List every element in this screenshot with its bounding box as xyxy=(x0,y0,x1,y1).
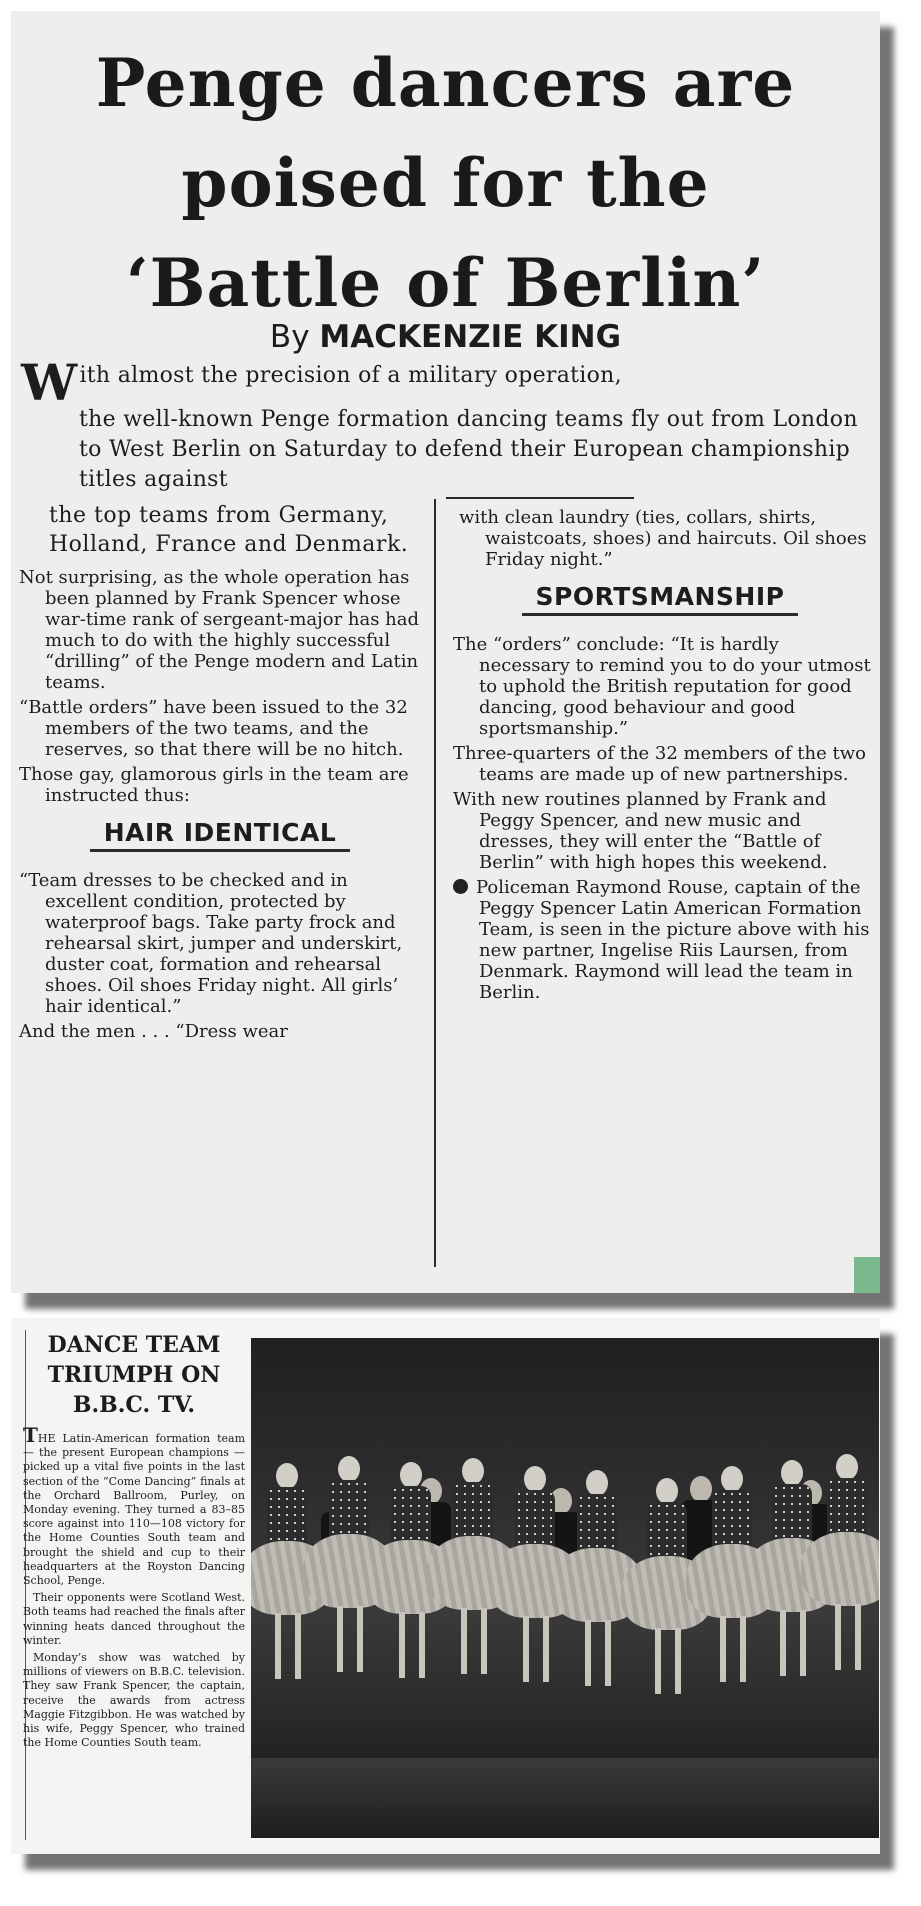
byline-prefix: By xyxy=(269,319,310,355)
paragraph: Monday’s show was watched by millions of viewers on B.B.C. television. They saw Frank Spencer, the captain, receive the awards from actress Maggie Fitzgibbon. He was watched by his wife, Peggy Spencer, who trained the Home Counties South team. xyxy=(23,1651,245,1750)
newspaper-clipping-berlin xyxy=(11,11,880,1293)
bullet-icon xyxy=(453,879,468,894)
paragraph: with clean laundry (ties, collars, shirts, waistcoats, shoes) and haircuts. Oil shoes Friday night.” xyxy=(459,507,867,570)
paragraph: “Team dresses to be checked and in excellent condition, protected by waterproof bags. Take party frock and rehearsal skirt, jumper and underskirt, duster coat, formation and rehearsal shoes. Oil shoes Friday night. All girls’ hair identical.” xyxy=(19,870,403,1017)
right-column xyxy=(449,507,871,1007)
headline xyxy=(11,33,880,333)
photo-caption-paragraph: Policeman Raymond Rouse, captain of the Peggy Spencer Latin American Formation Team, is seen in the picture above with his new partner, Ingelise Riis Laursen, from Denmark. Raymond will lead the team in Berlin. xyxy=(449,877,871,1003)
paragraph: Three-quarters of the 32 members of the two teams are made up of new partnerships. xyxy=(453,743,866,785)
paragraph: Those gay, glamorous girls in the team are instructed thus: xyxy=(19,764,409,806)
left-column xyxy=(15,501,425,1046)
dance-team-photo xyxy=(251,1338,879,1838)
paragraph: Their opponents were Scotland West. Both teams had reached the finals after winning heats danced throughout the winter. xyxy=(23,1591,245,1647)
bbc-body xyxy=(23,1423,245,1750)
newspaper-clipping-bbc xyxy=(11,1318,880,1854)
drop-cap: T xyxy=(23,1423,38,1447)
column-divider xyxy=(434,499,436,1267)
column-top-rule xyxy=(446,497,634,499)
lead-first-line: ith almost the precision of a military operation, xyxy=(79,363,622,388)
lead-rest: the well-known Penge formation dancing teams fly out from London to West Berlin on Saturday to defend their European championship titles against xyxy=(79,407,858,492)
paragraph: “Battle orders” have been issued to the 32 members of the two teams, and the reserves, so that there will be no hitch. xyxy=(19,697,408,760)
paragraph: With new routines planned by Frank and Peggy Spencer, and new music and dresses, they will enter the “Battle of Berlin” with high hopes this weekend. xyxy=(453,789,828,873)
subhead-hair-identical: HAIR IDENTICAL xyxy=(15,822,425,852)
byline-author: MACKENZIE KING xyxy=(319,319,622,355)
subhead-sportsmanship: SPORTSMANSHIP xyxy=(449,586,871,616)
intro-paragraph: the top teams from Germany, Holland, France and Denmark. xyxy=(49,503,409,557)
paragraph: Not surprising, as the whole operation has been planned by Frank Spencer whose war-time rank of sergeant-major has had much to do with the highly successful “drilling” of the Penge modern and Latin teams. xyxy=(19,567,420,693)
scan-edge xyxy=(854,1257,880,1293)
paragraph: And the men . . . “Dress wear xyxy=(19,1021,288,1042)
lead-paragraph xyxy=(21,353,866,495)
paragraph: The “orders” conclude: “It is hardly necessary to remind you to do your utmost to uphold the British reputation for good dancing, good behaviour and good sportsmanship.” xyxy=(453,634,871,739)
drop-cap: W xyxy=(21,353,78,412)
headline-line-1: Penge dancers are xyxy=(95,44,796,122)
bbc-headline: DANCE TEAM TRIUMPH ON B.B.C. TV. xyxy=(47,1332,221,1418)
paragraph: THE Latin-American formation team — the present European champions — picked up a vital five points in the last section of the “Come Dancing” finals at the Orchard Ballroom, Purley, on Monday evening. They turned a 83–85 score against into 110—108 victory for the Home Counties South team and brought the shield and cup to their headquarters at the Royston Dancing School, Penge. xyxy=(23,1423,245,1588)
headline-line-3: ‘Battle of Berlin’ xyxy=(125,244,766,322)
headline-line-2: poised for the xyxy=(181,144,710,222)
bbc-article xyxy=(23,1330,245,1753)
byline xyxy=(11,317,880,357)
